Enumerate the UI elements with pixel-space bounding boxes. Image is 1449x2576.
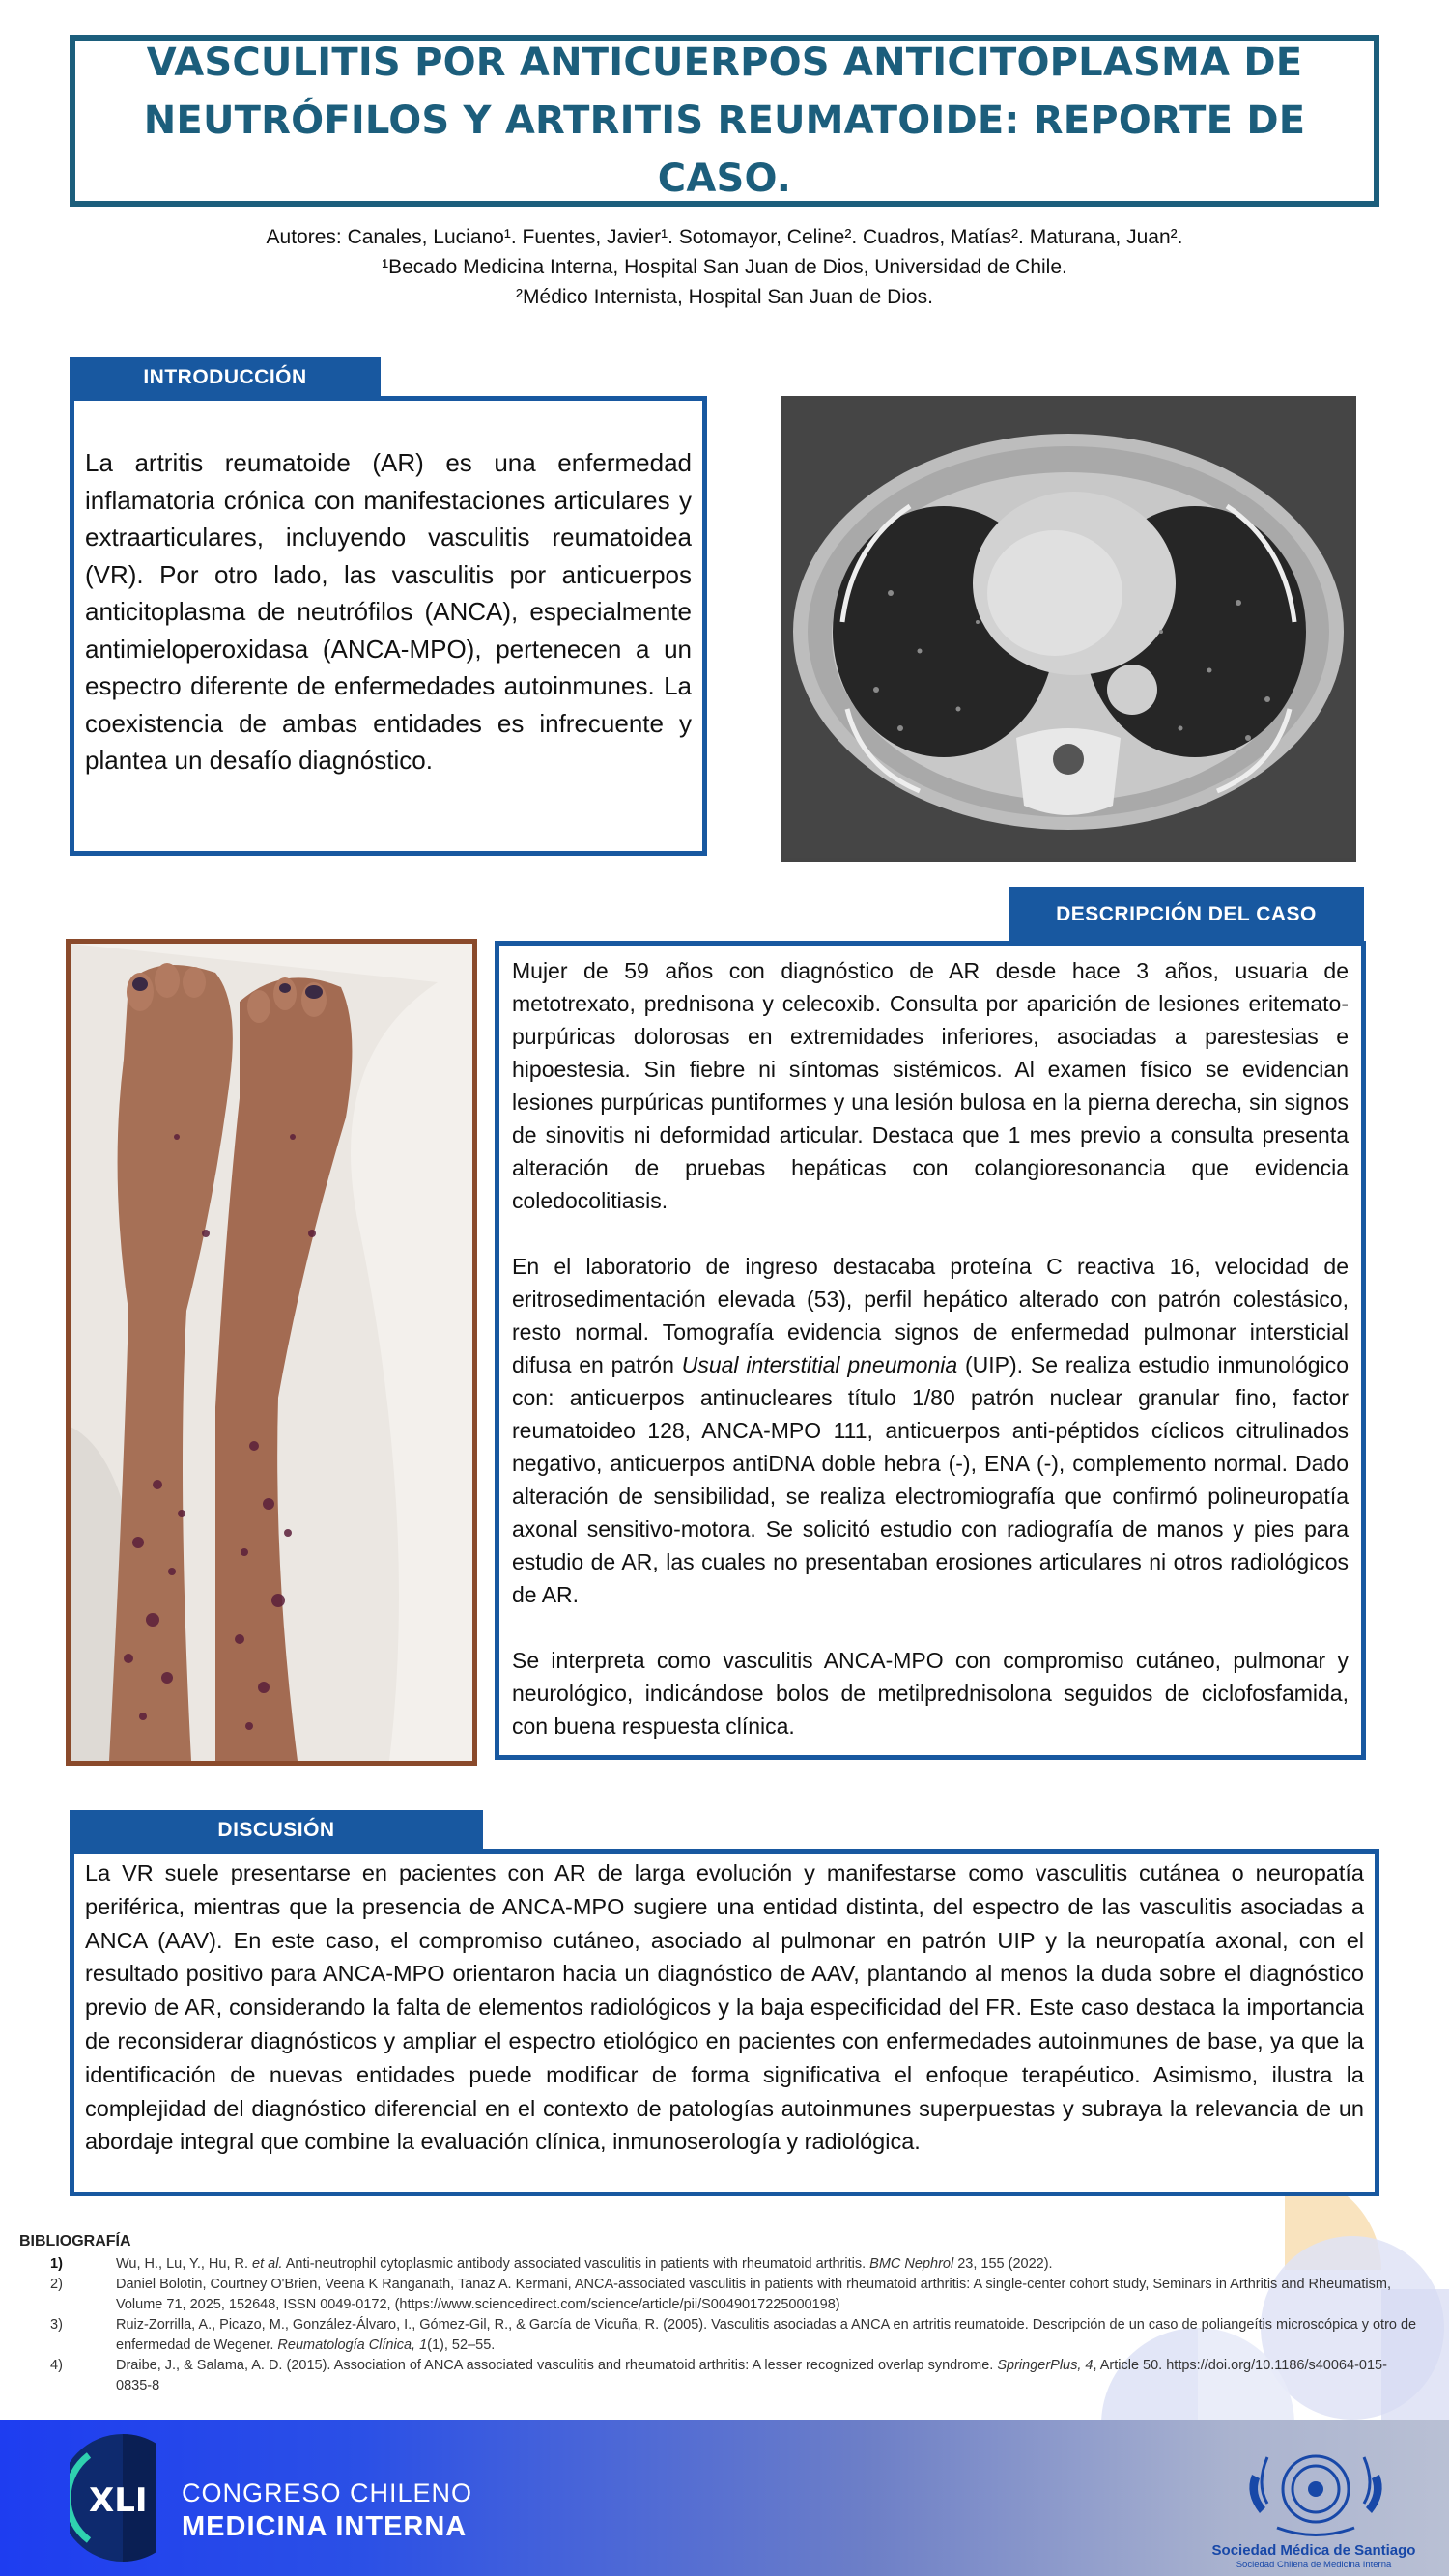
- congress-name-line-1: CONGRESO CHILENO: [182, 2478, 473, 2507]
- congress-logo-icon: [70, 2434, 176, 2562]
- title-box: [70, 35, 1379, 207]
- reference-item: [50, 2315, 1422, 2356]
- case-p2-part-a: En el laboratorio de ingreso destacaba proteína C reactiva 16, velocidad de eritrosedimentación elevada (53), perfil hepático alterado con patrón colestásico, resto normal. Tomografía evidencia signos de enfermedad pulmonar intersticial difusa en patrón: [512, 1254, 1349, 1377]
- society-subtitle: Sociedad Chilena de Medicina Interna: [1236, 2560, 1392, 2570]
- discussion-text: La VR suele presentarse en pacientes con AR de larga evolución y manifestarse como vasculitis cutánea o neuropatía periférica, mientras que la presencia de ANCA-MPO sugiere una entidad distinta, del espectro de las vasculitis asociadas a ANCA (AAV). En este caso, el compromiso cutáneo, asociado al pulmonar en patrón UIP y la neuropatía axonal, con el resultado positivo para ANCA-MPO orientaron hacia un diagnóstico de AAV, plantando al menos la duda sobre el diagnóstico previo de AR, considerando la falta de elementos radiológicos y la baja especificidad del FR. Este caso destaca la importancia de reconsiderar diagnósticos y ampliar el espectro etiológico en pacientes con enfermedades autoinmunes de base, ya que la identificación de nuevas entidades puede modificar de forma significativa el enfoque terapéutico. Asimismo, ilustra la complejidad del diagnóstico diferencial en el contexto de patologías autoinmunes superpuestas y subraya la relevancia de un abordaje integral que combine la evaluación clínica, inmunoserología y radiológica.: [85, 1860, 1364, 2155]
- reference-text: Draibe, J., & Salama, A. D. (2015). Association of ANCA associated vasculitis and rheumatoid arthritis: A lesser recognized overlap syndrome. SpringerPlus, 4, Article 50. https://doi.org/10.1186/s40064-015-0835-8: [116, 2358, 1387, 2393]
- reference-item: [50, 2275, 1422, 2315]
- case-paragraph-3: Se interpreta como vasculitis ANCA-MPO con compromiso cutáneo, pulmonar y neurológico, indicándose bolos de metilprednisolona seguidos de ciclofosfamida, con buena respuesta clínica.: [512, 1648, 1349, 1739]
- congress-name-line-2: MEDICINA INTERNA: [182, 2511, 468, 2542]
- poster-title: [75, 34, 1374, 208]
- reference-number: 1): [50, 2256, 63, 2272]
- title-line-2: NEUTRÓFILOS Y ARTRITIS REUMATOIDE: REPORTE DE CASO.: [143, 99, 1306, 201]
- discussion-heading: DISCUSIÓN: [70, 1810, 483, 1851]
- intro-text: La artritis reumatoide (AR) es una enfermedad inflamatoria crónica con manifestaciones articulares y extraarticulares, incluyendo vasculitis reumatoidea (VR). Por otro lado, las vasculitis por anticuerpos anticitoplasma de neutrófilos (ANCA), especialmente antimieloperoxidasa (ANCA-MPO), pertenecen a un espectro diferente de enfermedades autoinmunes. La coexistencia de ambas entidades es infrecuente y plantea un desafío diagnóstico.: [85, 448, 692, 775]
- ct-scan-illustration: [784, 400, 1352, 858]
- feet-photo: [66, 939, 477, 1766]
- case-p2-italic: Usual interstitial pneumonia: [681, 1352, 958, 1377]
- society-seal-icon: [1238, 2436, 1393, 2542]
- society-name: Sociedad Médica de Santiago: [1211, 2542, 1416, 2559]
- affiliation-2: ²Médico Internista, Hospital San Juan de Dios.: [516, 286, 933, 308]
- bibliography-heading: BIBLIOGRAFÍA: [19, 2233, 131, 2250]
- intro-heading: INTRODUCCIÓN: [70, 357, 381, 398]
- logo-text: XLI: [89, 2481, 148, 2520]
- reference-text: Ruiz-Zorrilla, A., Picazo, M., González-Álvaro, I., Gómez-Gil, R., & García de Vicuña, R. (2005). Vasculitis asociadas a ANCA en artritis reumatoide. Descripción de un caso de poliangeítis microscópica y otro de enfermedad de Wegener. Reumatología Clínica, 1(1), 52–55.: [116, 2317, 1417, 2353]
- bibliography-list: [50, 2254, 1422, 2396]
- affiliation-1: ¹Becado Medicina Interna, Hospital San Juan de Dios, Universidad de Chile.: [382, 256, 1067, 278]
- case-heading: DESCRIPCIÓN DEL CASO: [1009, 887, 1364, 943]
- authors-block: [0, 222, 1449, 312]
- feet-illustration: [71, 944, 472, 1761]
- reference-number: 3): [50, 2317, 63, 2333]
- reference-item: [50, 2254, 1422, 2275]
- reference-item: [50, 2356, 1422, 2396]
- reference-number: 4): [50, 2358, 63, 2373]
- case-paragraph-2: [512, 1250, 1349, 1611]
- reference-text: Wu, H., Lu, Y., Hu, R. et al. Anti-neutrophil cytoplasmic antibody associated vasculitis in patients with rheumatoid arthritis. BMC Nephrol 23, 155 (2022).: [116, 2256, 1053, 2272]
- authors-line: Autores: Canales, Luciano¹. Fuentes, Javier¹. Sotomayor, Celine². Cuadros, Matías². Maturana, Juan².: [266, 226, 1183, 248]
- title-line-1: VASCULITIS POR ANTICUERPOS ANTICITOPLASMA DE: [146, 41, 1303, 85]
- case-p2-part-b: (UIP). Se realiza estudio inmunológico con: anticuerpos antinucleares título 1/80 patrón nuclear granular fino, factor reumatoideo 128, ANCA-MPO 111, anticuerpos anti-péptidos cíclicos citrulinados negativo, anticuerpos antiDNA doble hebra (-), ENA (-), complemento normal. Dado alteración de sensibilidad, se realiza electromiografía que confirmó polineuropatía axonal sensitivo-motora. Se solicitó estudio con radiografía de manos y pies para estudio de AR, las cuales no presentaban erosiones articulares ni otros radiológicos de AR.: [512, 1352, 1349, 1607]
- ct-scan-image: [781, 396, 1356, 862]
- reference-text: Daniel Bolotin, Courtney O'Brien, Veena K Ranganath, Tanaz A. Kermani, ANCA-associated vasculitis in patients with rheumatoid arthritis: A single-center cohort study, Seminars in Arthritis and Rheumatism, Volume 71, 2025, 152648, ISSN 0049-0172, (https://www.sciencedirect.com/science/article/pii/S0049017225000198): [116, 2277, 1391, 2312]
- case-paragraph-1: Mujer de 59 años con diagnóstico de AR desde hace 3 años, usuaria de metotrexato, prednisona y celecoxib. Consulta por aparición de lesiones eritemato-purpúricas dolorosas en extremidades inferiores, asociadas a parestesias e hipoestesia. Sin fiebre ni síntomas sistémicos. Al examen físico se evidencian lesiones purpúricas puntiformes y una lesión bulosa en la pierna derecha, sin signos de sinovitis ni deformidad articular. Destaca que 1 mes previo a consulta presenta alteración de pruebas hepáticas con colangioresonancia que evidencia coledocolitiasis.: [512, 958, 1349, 1213]
- reference-number: 2): [50, 2277, 63, 2292]
- case-text: [512, 954, 1349, 1742]
